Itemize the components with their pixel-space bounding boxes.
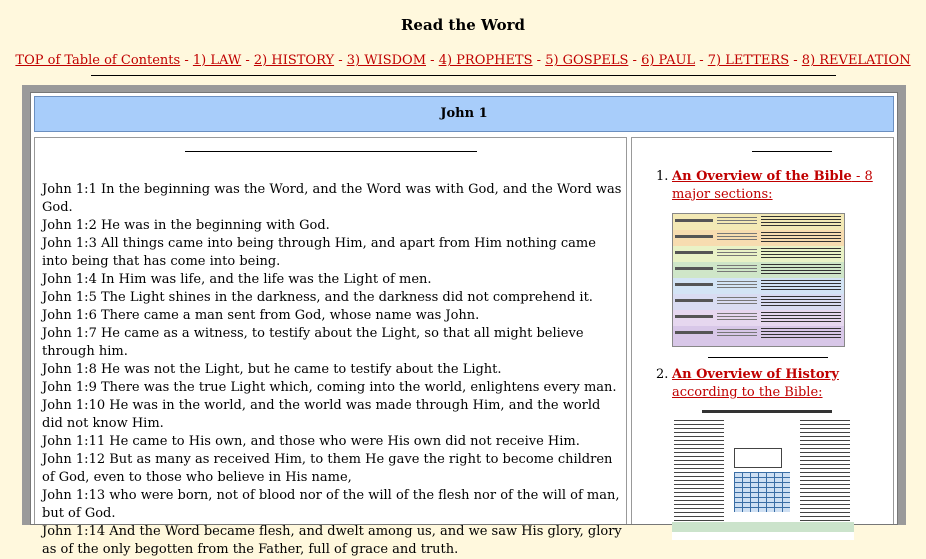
page-title: Read the Word (400, 16, 526, 34)
verse: John 1:1 In the beginning was the Word, and the Word was with God, and the Word was God. (42, 182, 622, 215)
verse-list (42, 181, 622, 559)
content-table (30, 92, 898, 557)
verse: John 1:5 The Light shines in the darkness, and the darkness did not comprehend it. (42, 290, 593, 305)
verse: John 1:8 He was not the Light, but he came to testify about the Light. (42, 362, 502, 377)
verse: John 1:2 He was in the beginning with God. (42, 218, 330, 233)
verses-panel (34, 137, 627, 557)
toc-separator: - (695, 53, 708, 68)
table-of-contents-nav (0, 53, 926, 68)
bible-overview-link[interactable] (672, 169, 873, 202)
toc-link-top[interactable]: TOP of Table of Contents (15, 53, 181, 68)
toc-link-paul[interactable]: 6) PAUL (641, 53, 696, 68)
verse: John 1:9 There was the true Light which, coming into the world, enlightens every man. (42, 380, 617, 395)
toc-divider (91, 75, 836, 76)
sidebar-panel (631, 137, 894, 524)
verse: John 1:4 In Him was life, and the life was the Light of men. (42, 272, 432, 287)
history-overview-link-bold: An Overview of History (672, 367, 839, 382)
verses-divider (185, 151, 477, 152)
sidebar-list (656, 168, 896, 540)
toc-separator: - (628, 53, 642, 68)
sidebar-divider (708, 357, 828, 358)
toc-separator: - (241, 53, 254, 68)
history-overview-link-rest: according to the Bible: (672, 385, 823, 400)
list-number: 1. (656, 169, 669, 184)
toc-link-letters[interactable]: 7) LETTERS (707, 53, 790, 68)
verse: John 1:13 who were born, not of blood nor of the will of the flesh nor of the will of man, but of God. (42, 488, 620, 521)
verse: John 1:10 He was in the world, and the world was made through Him, and the world did not know Him. (42, 398, 601, 431)
verse: John 1:7 He came as a witness, to testify about the Light, so that all might believe through him. (42, 326, 584, 359)
verse: John 1:12 But as many as received Him, to them He gave the right to become children of God, even to those who believe in His name, (42, 452, 613, 485)
toc-link-wisdom[interactable]: 3) WISDOM (346, 53, 427, 68)
list-number: 2. (656, 367, 669, 382)
toc-link-history[interactable]: 2) HISTORY (253, 53, 335, 68)
content-frame (22, 85, 906, 557)
sidebar-item-bible-overview (656, 168, 896, 358)
chapter-header (34, 96, 894, 132)
toc-separator: - (334, 53, 347, 68)
toc-link-revelation[interactable]: 8) REVELATION (801, 53, 911, 68)
bible-overview-chart-image[interactable] (672, 213, 845, 347)
toc-separator: - (532, 53, 546, 68)
verse: John 1:3 All things came into being through Him, and apart from Him nothing came into being that has come into being. (42, 236, 596, 269)
toc-link-gospels[interactable]: 5) GOSPELS (545, 53, 629, 68)
sidebar-item-history-overview (656, 366, 896, 540)
verse: John 1:6 There came a man sent from God, whose name was John. (42, 308, 480, 323)
bible-overview-link-rest: - 8 major sections: (672, 169, 873, 202)
toc-separator: - (426, 53, 439, 68)
history-overview-link[interactable] (672, 367, 839, 400)
toc-separator: - (789, 53, 802, 68)
verse: John 1:14 And the Word became flesh, and dwelt among us, and we saw His glory, glory as of the only begotten from the Father, full of grace and truth. (42, 524, 622, 557)
bible-overview-link-bold: An Overview of the Bible (672, 169, 852, 184)
toc-separator: - (180, 53, 193, 68)
verse: John 1:11 He came to His own, and those who were His own did not receive Him. (42, 434, 580, 449)
toc-link-prophets[interactable]: 4) PROPHETS (438, 53, 533, 68)
chapter-title: John 1 (440, 106, 488, 121)
toc-link-law[interactable]: 1) LAW (192, 53, 242, 68)
history-overview-chart-image[interactable] (672, 410, 854, 540)
sidebar-divider (752, 151, 832, 152)
